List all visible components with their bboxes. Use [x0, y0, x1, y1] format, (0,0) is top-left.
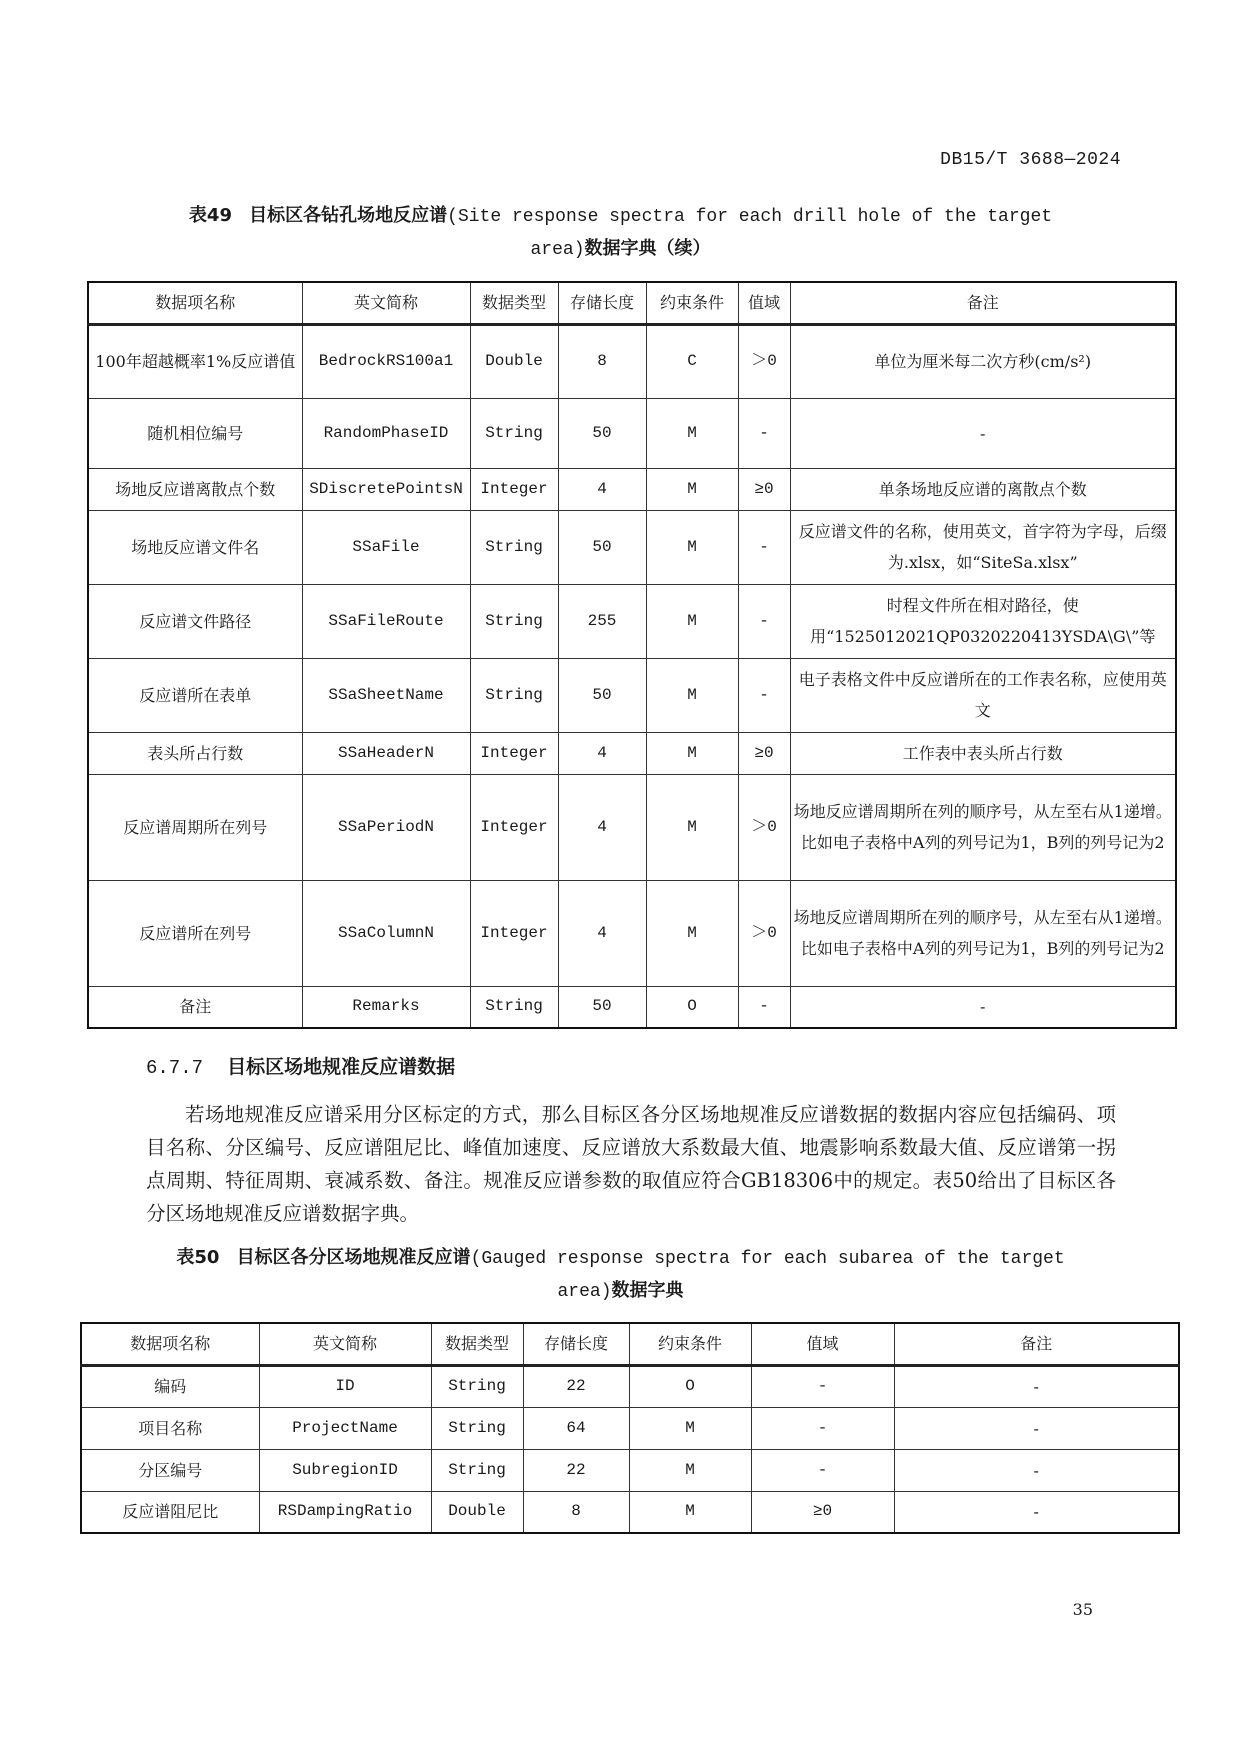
cell-data-type: Integer [470, 880, 558, 986]
column-header-remarks: 备注 [790, 282, 1176, 324]
cell-storage-length: 64 [523, 1407, 629, 1449]
cell-name: 备注 [88, 986, 302, 1028]
cell-remarks: 场地反应谱周期所在列的顺序号，从左至右从1递增。比如电子表格中A列的列号记为1，B列的列号记为2 [790, 774, 1176, 880]
cell-constraint: M [629, 1491, 751, 1533]
column-header-english-abbr: 英文简称 [302, 282, 470, 324]
cell-value-range: ≥0 [738, 468, 790, 510]
cell-storage-length: 4 [558, 774, 646, 880]
cell-remarks: - [894, 1491, 1179, 1533]
column-header-constraint: 约束条件 [629, 1323, 751, 1365]
table-row [88, 986, 1176, 1028]
column-header-data-type: 数据类型 [470, 282, 558, 324]
cell-name: 100年超越概率1%反应谱值 [88, 324, 302, 398]
table50-caption-suffix: 数据字典 [611, 1280, 684, 1301]
table50-caption [0, 1242, 1241, 1308]
cell-constraint: M [646, 398, 738, 468]
cell-storage-length: 50 [558, 398, 646, 468]
table49-data-dictionary [87, 281, 1177, 1029]
cell-value-range: - [751, 1449, 894, 1491]
table-row [81, 1365, 1179, 1407]
cell-data-type: String [470, 510, 558, 584]
cell-remarks: 工作表中表头所占行数 [790, 732, 1176, 774]
table49-caption-suffix: 数据字典（续） [584, 238, 711, 259]
cell-constraint: M [646, 774, 738, 880]
cell-data-type: String [431, 1449, 523, 1491]
cell-value-range: ≥0 [738, 732, 790, 774]
cell-remarks: 单位为厘米每二次方秒(cm/s²) [790, 324, 1176, 398]
cell-remarks: - [894, 1449, 1179, 1491]
column-header-data-type: 数据类型 [431, 1323, 523, 1365]
cell-english-abbr: SSaColumnN [302, 880, 470, 986]
cell-value-range: ＞0 [738, 880, 790, 986]
column-header-storage-length: 存储长度 [523, 1323, 629, 1365]
cell-name: 编码 [81, 1365, 259, 1407]
cell-storage-length: 50 [558, 986, 646, 1028]
cell-storage-length: 22 [523, 1449, 629, 1491]
cell-storage-length: 50 [558, 658, 646, 732]
table-header-row [81, 1323, 1179, 1365]
cell-value-range: - [738, 398, 790, 468]
table50-data-dictionary [80, 1322, 1180, 1534]
table-row [88, 468, 1176, 510]
cell-english-abbr: SSaFile [302, 510, 470, 584]
cell-data-type: Double [470, 324, 558, 398]
cell-english-abbr: SubregionID [259, 1449, 431, 1491]
cell-remarks: 反应谱文件的名称，使用英文，首字符为字母，后缀为.xlsx，如“SiteSa.xlsx” [790, 510, 1176, 584]
table-row [88, 732, 1176, 774]
column-header-english-abbr: 英文简称 [259, 1323, 431, 1365]
cell-data-type: String [470, 584, 558, 658]
cell-data-type: Double [431, 1491, 523, 1533]
cell-remarks: 单条场地反应谱的离散点个数 [790, 468, 1176, 510]
table-header-row [88, 282, 1176, 324]
cell-data-type: String [431, 1365, 523, 1407]
table49-caption-prefix: 表49 [188, 205, 232, 226]
cell-data-type: String [431, 1407, 523, 1449]
cell-english-abbr: SSaPeriodN [302, 774, 470, 880]
cell-storage-length: 22 [523, 1365, 629, 1407]
cell-data-type: Integer [470, 732, 558, 774]
cell-constraint: M [646, 468, 738, 510]
cell-storage-length: 8 [558, 324, 646, 398]
table-row [88, 658, 1176, 732]
cell-data-type: Integer [470, 468, 558, 510]
cell-data-type: String [470, 398, 558, 468]
cell-value-range: ≥0 [751, 1491, 894, 1533]
cell-constraint: M [646, 510, 738, 584]
cell-name: 场地反应谱离散点个数 [88, 468, 302, 510]
cell-remarks: - [790, 986, 1176, 1028]
cell-english-abbr: ProjectName [259, 1407, 431, 1449]
cell-value-range: - [738, 584, 790, 658]
table50-caption-en: (Gauged response spectra for each subarea of the target area) [470, 1249, 1065, 1302]
cell-name: 随机相位编号 [88, 398, 302, 468]
cell-value-range: - [738, 658, 790, 732]
cell-data-type: String [470, 658, 558, 732]
table-row [88, 880, 1176, 986]
table49-caption-en: (Site response spectra for each drill hole of the target area) [447, 207, 1053, 260]
cell-remarks: - [894, 1365, 1179, 1407]
standard-code: DB15/T 3688—2024 [940, 150, 1121, 170]
table-row [88, 510, 1176, 584]
cell-name: 项目名称 [81, 1407, 259, 1449]
cell-value-range: - [738, 510, 790, 584]
cell-storage-length: 4 [558, 468, 646, 510]
cell-remarks: - [790, 398, 1176, 468]
cell-constraint: M [629, 1407, 751, 1449]
cell-english-abbr: RSDampingRatio [259, 1491, 431, 1533]
page-number: 35 [1072, 1600, 1093, 1619]
table-row [81, 1449, 1179, 1491]
cell-english-abbr: SDiscretePointsN [302, 468, 470, 510]
cell-storage-length: 4 [558, 732, 646, 774]
table-row [88, 324, 1176, 398]
cell-name: 表头所占行数 [88, 732, 302, 774]
table-row [81, 1407, 1179, 1449]
column-header-name: 数据项名称 [81, 1323, 259, 1365]
cell-constraint: C [646, 324, 738, 398]
cell-data-type: String [470, 986, 558, 1028]
table-row [88, 584, 1176, 658]
cell-english-abbr: BedrockRS100a1 [302, 324, 470, 398]
cell-name: 反应谱阻尼比 [81, 1491, 259, 1533]
table50-caption-prefix: 表50 [176, 1247, 220, 1268]
cell-constraint: M [646, 658, 738, 732]
cell-constraint: M [646, 880, 738, 986]
table50-caption-cn: 目标区各分区场地规准反应谱 [236, 1247, 471, 1268]
cell-constraint: M [646, 732, 738, 774]
cell-english-abbr: SSaSheetName [302, 658, 470, 732]
cell-storage-length: 50 [558, 510, 646, 584]
cell-constraint: M [646, 584, 738, 658]
cell-english-abbr: RandomPhaseID [302, 398, 470, 468]
column-header-storage-length: 存储长度 [558, 282, 646, 324]
column-header-constraint: 约束条件 [646, 282, 738, 324]
cell-english-abbr: SSaFileRoute [302, 584, 470, 658]
cell-remarks: - [894, 1407, 1179, 1449]
cell-name: 场地反应谱文件名 [88, 510, 302, 584]
cell-value-range: ＞0 [738, 324, 790, 398]
cell-storage-length: 4 [558, 880, 646, 986]
column-header-value-range: 值域 [751, 1323, 894, 1365]
cell-storage-length: 8 [523, 1491, 629, 1533]
column-header-remarks: 备注 [894, 1323, 1179, 1365]
table-row [81, 1491, 1179, 1533]
cell-value-range: - [751, 1365, 894, 1407]
cell-constraint: O [629, 1365, 751, 1407]
cell-data-type: Integer [470, 774, 558, 880]
cell-constraint: O [646, 986, 738, 1028]
cell-name: 反应谱所在列号 [88, 880, 302, 986]
cell-name: 反应谱所在表单 [88, 658, 302, 732]
column-header-name: 数据项名称 [88, 282, 302, 324]
section-number: 6.7.7 [146, 1057, 204, 1079]
table49-caption [0, 200, 1241, 266]
table-row [88, 774, 1176, 880]
cell-remarks: 电子表格文件中反应谱所在的工作表名称，应使用英文 [790, 658, 1176, 732]
cell-english-abbr: ID [259, 1365, 431, 1407]
section-heading [146, 1052, 455, 1079]
cell-value-range: - [738, 986, 790, 1028]
cell-english-abbr: SSaHeaderN [302, 732, 470, 774]
table-row [88, 398, 1176, 468]
table49-caption-cn: 目标区各钻孔场地反应谱 [249, 205, 448, 226]
cell-storage-length: 255 [558, 584, 646, 658]
cell-remarks: 时程文件所在相对路径，使用“1525012021QP0320220413YSDA\G\”等 [790, 584, 1176, 658]
cell-english-abbr: Remarks [302, 986, 470, 1028]
cell-name: 分区编号 [81, 1449, 259, 1491]
column-header-value-range: 值域 [738, 282, 790, 324]
section-title: 目标区场地规准反应谱数据 [227, 1056, 456, 1078]
section-paragraph: 若场地规准反应谱采用分区标定的方式，那么目标区各分区场地规准反应谱数据的数据内容应包括编码、项目名称、分区编号、反应谱阻尼比、峰值加速度、反应谱放大系数最大值、地震影响系数最大值、反应谱第一拐点周期、特征周期、衰减系数、备注。规准反应谱参数的取值应符合GB18306中的规定。表50给出了目标区各分区场地规准反应谱数据字典。 [146, 1103, 1116, 1225]
cell-value-range: - [751, 1407, 894, 1449]
cell-constraint: M [629, 1449, 751, 1491]
cell-name: 反应谱周期所在列号 [88, 774, 302, 880]
cell-remarks: 场地反应谱周期所在列的顺序号，从左至右从1递增。比如电子表格中A列的列号记为1，B列的列号记为2 [790, 880, 1176, 986]
cell-name: 反应谱文件路径 [88, 584, 302, 658]
cell-value-range: ＞0 [738, 774, 790, 880]
